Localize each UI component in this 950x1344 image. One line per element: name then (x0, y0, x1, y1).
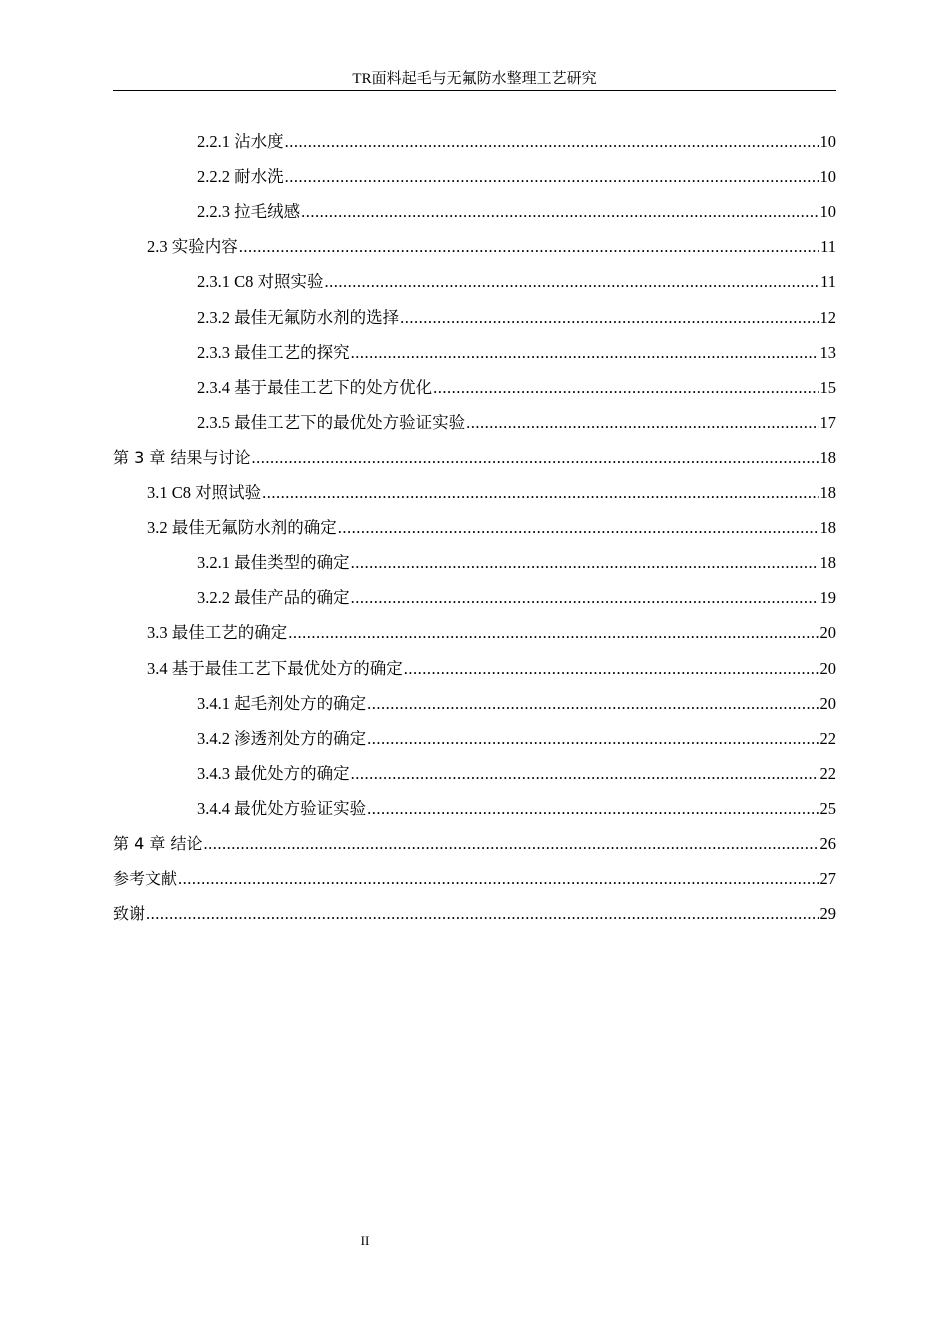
toc-entry-title: 3.2 最佳无氟防水剂的确定 (147, 518, 337, 538)
toc-dot-leader (285, 166, 819, 188)
toc-entry[interactable] (113, 153, 836, 188)
toc-entry-page: 25 (819, 798, 836, 818)
toc-entry-page: 11 (820, 272, 836, 292)
toc-dot-leader (203, 833, 818, 855)
toc-dot-leader (325, 271, 820, 293)
toc-entry-title: 第 4 章 结论 (113, 833, 203, 853)
toc-dot-leader (351, 552, 819, 574)
toc-entry-page: 20 (819, 658, 836, 678)
toc-entry[interactable] (113, 188, 836, 223)
toc-entry[interactable] (113, 223, 836, 258)
toc-dot-leader (288, 622, 818, 644)
toc-entry-page: 29 (819, 904, 836, 924)
toc-entry[interactable] (113, 715, 836, 750)
toc-entry[interactable] (113, 680, 836, 715)
toc-dot-leader (285, 131, 819, 153)
toc-chapter-entry[interactable] (113, 890, 836, 925)
toc-entry-title: 3.4.1 起毛剂处方的确定 (197, 693, 367, 713)
toc-entry-title: 2.3.3 最佳工艺的探究 (197, 342, 350, 362)
toc-entry-page: 11 (820, 237, 836, 257)
toc-entry-title: 2.2.2 耐水洗 (197, 167, 284, 187)
toc-entry-title: 2.2.3 拉毛绒感 (197, 202, 301, 222)
toc-entry-page: 18 (819, 553, 836, 573)
toc-entry[interactable] (113, 469, 836, 504)
toc-entry-title: 3.2.2 最佳产品的确定 (197, 588, 350, 608)
toc-entry-title: 3.3 最佳工艺的确定 (147, 623, 288, 643)
toc-entry-page: 18 (819, 447, 836, 467)
toc-entry[interactable] (113, 118, 836, 153)
toc-dot-leader (367, 693, 818, 715)
toc-entry-title: 3.4.2 渗透剂处方的确定 (197, 728, 367, 748)
toc-entry-page: 10 (819, 167, 836, 187)
toc-entry-title: 致谢 (113, 904, 146, 924)
toc-entry-title: 3.1 C8 对照试验 (147, 483, 262, 503)
toc-dot-leader (178, 868, 818, 890)
toc-entry-title: 2.3.1 C8 对照实验 (197, 272, 324, 292)
running-header (113, 68, 836, 91)
toc-entry-page: 20 (819, 693, 836, 713)
toc-entry[interactable] (113, 609, 836, 644)
toc-entry-page: 17 (819, 412, 836, 432)
toc-dot-leader (433, 377, 818, 399)
toc-entry-page: 18 (819, 518, 836, 538)
toc-entry[interactable] (113, 750, 836, 785)
toc-entry-title: 2.3 实验内容 (147, 237, 238, 257)
toc-entry[interactable] (113, 329, 836, 364)
toc-dot-leader (301, 201, 818, 223)
toc-chapter-entry[interactable] (113, 855, 836, 890)
toc-dot-leader (466, 412, 818, 434)
toc-dot-leader (367, 728, 818, 750)
toc-entry[interactable] (113, 258, 836, 293)
toc-entry-page: 10 (819, 132, 836, 152)
toc-entry-title: 3.4.4 最优处方验证实验 (197, 798, 367, 818)
toc-dot-leader (404, 658, 819, 680)
toc-entry-page: 10 (819, 202, 836, 222)
toc-entry-page: 26 (819, 833, 836, 853)
toc-entry-page: 18 (819, 483, 836, 503)
toc-entry-title: 3.2.1 最佳类型的确定 (197, 553, 350, 573)
toc-entry-page: 15 (819, 377, 836, 397)
toc-chapter-entry[interactable] (113, 434, 836, 469)
toc-entry[interactable] (113, 504, 836, 539)
toc-entry-title: 3.4.3 最优处方的确定 (197, 763, 350, 783)
toc-entry[interactable] (113, 364, 836, 399)
toc-entry-page: 19 (819, 588, 836, 608)
toc-entry-title: 3.4 基于最佳工艺下最优处方的确定 (147, 658, 403, 678)
toc-entry-title: 2.3.5 最佳工艺下的最优处方验证实验 (197, 412, 466, 432)
toc-dot-leader (146, 903, 818, 925)
table-of-contents (113, 118, 836, 925)
toc-entry-title: 第 3 章 结果与讨论 (113, 447, 251, 467)
toc-entry-page: 22 (819, 728, 836, 748)
header-title: TR面料起毛与无氟防水整理工艺研究 (352, 71, 597, 87)
toc-entry-title: 2.3.2 最佳无氟防水剂的选择 (197, 307, 400, 327)
toc-entry[interactable] (113, 574, 836, 609)
page-footer (0, 1233, 730, 1249)
toc-entry-page: 13 (819, 342, 836, 362)
toc-entry[interactable] (113, 293, 836, 328)
toc-entry-title: 2.2.1 沾水度 (197, 132, 284, 152)
toc-dot-leader (400, 307, 818, 329)
toc-dot-leader (351, 342, 819, 364)
toc-entry-page: 12 (819, 307, 836, 327)
toc-dot-leader (262, 482, 818, 504)
toc-dot-leader (351, 763, 819, 785)
toc-entry[interactable] (113, 539, 836, 574)
toc-dot-leader (367, 798, 818, 820)
toc-entry-page: 20 (819, 623, 836, 643)
toc-entry[interactable] (113, 785, 836, 820)
page-number: II (360, 1233, 370, 1248)
toc-entry-page: 22 (819, 763, 836, 783)
toc-entry[interactable] (113, 399, 836, 434)
toc-entry-title: 2.3.4 基于最佳工艺下的处方优化 (197, 377, 433, 397)
toc-dot-leader (239, 236, 819, 258)
toc-dot-leader (351, 587, 819, 609)
toc-dot-leader (338, 517, 819, 539)
toc-entry[interactable] (113, 644, 836, 679)
toc-entry-title: 参考文献 (113, 869, 178, 889)
toc-chapter-entry[interactable] (113, 820, 836, 855)
toc-entry-page: 27 (819, 869, 836, 889)
toc-dot-leader (251, 447, 818, 469)
